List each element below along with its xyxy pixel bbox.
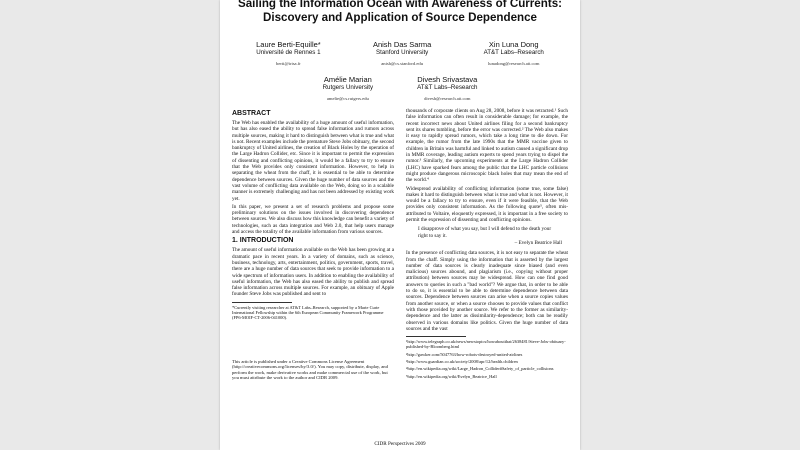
right-paragraph-2: Widespread availability of conflicting information (some true, some false) makes it hard to distinguish between what is true and what is not. However, it would be a fallacy to try to ensure, even if it were feasible, that the Web provides only consistent information. As the following quote⁵, often mis-attributed to Voltaire, eloquently expressed, it is important in a free society to permit the expression of dissenting and conflicting opinions. bbox=[406, 185, 568, 224]
author-email: lunadong@research.att.com bbox=[488, 61, 540, 66]
paper-page bbox=[220, 0, 580, 450]
author-row-2 bbox=[230, 75, 570, 102]
author-name: Xin Luna Dong bbox=[488, 40, 539, 49]
author-affiliation: AT&T Labs–Research bbox=[483, 49, 544, 56]
author-footnote: *Currently visiting researcher at AT&T Labs–Research, supported by a Marie Curie International Fellowship within the 6th European Community Framework Programme (FP6-MOIF-CT-2006-041000). bbox=[232, 304, 384, 321]
author-row-1 bbox=[230, 40, 570, 67]
author-affiliation: Rutgers University bbox=[322, 84, 374, 91]
author-dong bbox=[484, 40, 544, 67]
abstract-paragraph-2: In this paper, we present a set of research problems and propose some preliminary solutions on the issues involved in discovering dependence between sources. We also discuss how this knowledge can benefit a variety of technologies, such as data integration and Web 2.0, that help users manage and access the totality of the available information from various sources. bbox=[232, 203, 394, 236]
footnote-rule bbox=[232, 302, 292, 303]
author-marian bbox=[323, 75, 374, 102]
author-email: divesh@research.att.com bbox=[424, 96, 471, 101]
paper-title bbox=[220, 0, 580, 24]
introduction-paragraph-1: The amount of useful information available on the Web has been growing at a dramatic pace in recent years. In a variety of domains, such as science, business, technology, arts, entertainment, politics, government, sports, travel, there are a huge number of data sources that seek to provide information to a wide spectrum of information users. In addition to enabling the availability of useful information, the Web has also eased the ability to publish and spread false information across multiple sources. For example, an obituary of Apple founder Steve Jobs was published and sent to bbox=[232, 247, 394, 298]
author-berti-equille bbox=[256, 40, 321, 67]
author-das-sarma bbox=[373, 40, 431, 67]
title-line-1: Sailing the Information Ocean with Awareness of Currents: bbox=[237, 0, 563, 10]
abstract-heading: ABSTRACT bbox=[232, 110, 271, 117]
left-column bbox=[232, 108, 394, 436]
author-affiliation: AT&T Labs–Research bbox=[417, 84, 478, 91]
abstract-paragraph-1: The Web has enabled the availability of a huge amount of useful information, but has also eased the ability to spread false information and rumors across multiple sources, making it hard to distinguish between what is true and what is not. Recent examples include the premature Steve Jobs obituary, the second bankruptcy of United airlines, the creation of Black Holes by the operation of the Large Hadron Collider, etc. Since it is important to permit the expression of dissenting and conflicting opinions, it would be a fallacy to try to ensure that the Web provides only consistent information. However, to help in separating the wheat from the chaff, it is essential to be able to determine dependence between sources. Given the huge number of data sources and the vast volume of conflicting data available on the Web, doing so in a scalable manner is extremely challenging and has not been addressed by existing work yet. bbox=[232, 120, 394, 202]
body-columns bbox=[232, 108, 568, 436]
title-line-2: Discovery and Application of Source Dependence bbox=[262, 10, 538, 24]
license-notice: This article is published under a Creative Commons License Agreement (http://creativecommons.org/licenses/by/3.0/). You may copy, distribute, display, and perform the work, make derivative works and make commercial use of the work, but you must attribute the work to the author and CIDR 2009. bbox=[232, 358, 388, 381]
author-affiliation: Stanford University bbox=[376, 49, 429, 56]
author-name: Amélie Marian bbox=[323, 75, 372, 84]
right-paragraph-1: thousands of corporate clients on Aug 28, 2008, before it was retracted.¹ Such false information can often result in considerable damage; for example, the recent incorrect news about United airlines filing for a second bankruptcy sent its shares tumbling, before the error was corrected.² The Web also makes it easy to rapidly spread rumors, which take a long time to die down. For example, the rumor from the late 1990s that the MMR vaccine given to children in Britain was harmful and linked to autism caused a significant drop in MMR coverage, leading autism experts to spend years trying to dispel the rumor.³ Similarly, the upcoming experiments at the Large Hadron Collider (LHC) have sparked fears among the public that the LHC particle collisions might produce dangerous microscopic black holes that may mean the end of the world.⁴ bbox=[406, 108, 568, 184]
author-email: anish@cs.stanford.edu bbox=[381, 61, 424, 66]
author-block bbox=[230, 40, 570, 102]
author-affiliation: Université de Rennes 1 bbox=[256, 49, 321, 56]
footnote-2: ²http://gawker.com/5047763/how-robots-destroyed-united-airlines bbox=[406, 351, 523, 357]
author-name: Divesh Srivastava bbox=[417, 75, 478, 84]
right-column bbox=[406, 108, 568, 436]
author-name: Anish Das Sarma bbox=[372, 40, 432, 49]
author-srivastava bbox=[417, 75, 477, 102]
footnote-3: ³http://www.guardian.co.uk/society/2008/apr/12/health.children bbox=[406, 358, 518, 364]
footnote-5: ⁵http://en.wikipedia.org/wiki/Evelyn_Beatrice_Hall bbox=[406, 373, 497, 379]
page-footer: CIDR Perspectives 2009 bbox=[374, 441, 426, 447]
right-paragraph-3: In the presence of conflicting data sources, it is not easy to separate the wheat from the chaff. Simply using the information that is asserted by the largest number of data sources is clearly inadequate since biased (and even malicious) sources abound, and plagiarism (i.e., copying without proper attribution) between sources may be widespread. How can one find good answers to queries in such a "bad world"? We argue that, in order to be able to do so, it is essential to be able to determine dependence between data sources. Dependence between sources can arise when a source copies values from another source, or when a source chooses to provide values that conflict with those provided by another source. We refer to the former as similarity-dependence and the latter as dissimilarity-dependence; both can be readily observed in various domains like politics. Given the huge number of data sources and the vast bbox=[406, 250, 568, 332]
quote-attribution: – Evelyn Beatrice Hall bbox=[514, 239, 562, 246]
footnote-4: ⁴http://en.wikipedia.org/wiki/Large_Hadron_Collider#Safety_of_particle_collisions bbox=[406, 366, 554, 372]
author-email: amelie@cs.rutgers.edu bbox=[326, 96, 369, 101]
author-email: berti@irisa.fr bbox=[276, 61, 301, 66]
footnote-1: ¹http://www.telegraph.co.uk/news/newstopics/howaboutthat/2638481/Steve-Jobs-obituary-published-by-Bloomberg.html bbox=[406, 339, 566, 350]
author-name: Laure Berti-Equille* bbox=[256, 40, 321, 49]
introduction-heading: 1. INTRODUCTION bbox=[232, 237, 294, 245]
footnote-rule bbox=[406, 336, 466, 337]
quote: I disapprove of what you say, but I will defend to the death your right to say it. bbox=[418, 226, 552, 239]
